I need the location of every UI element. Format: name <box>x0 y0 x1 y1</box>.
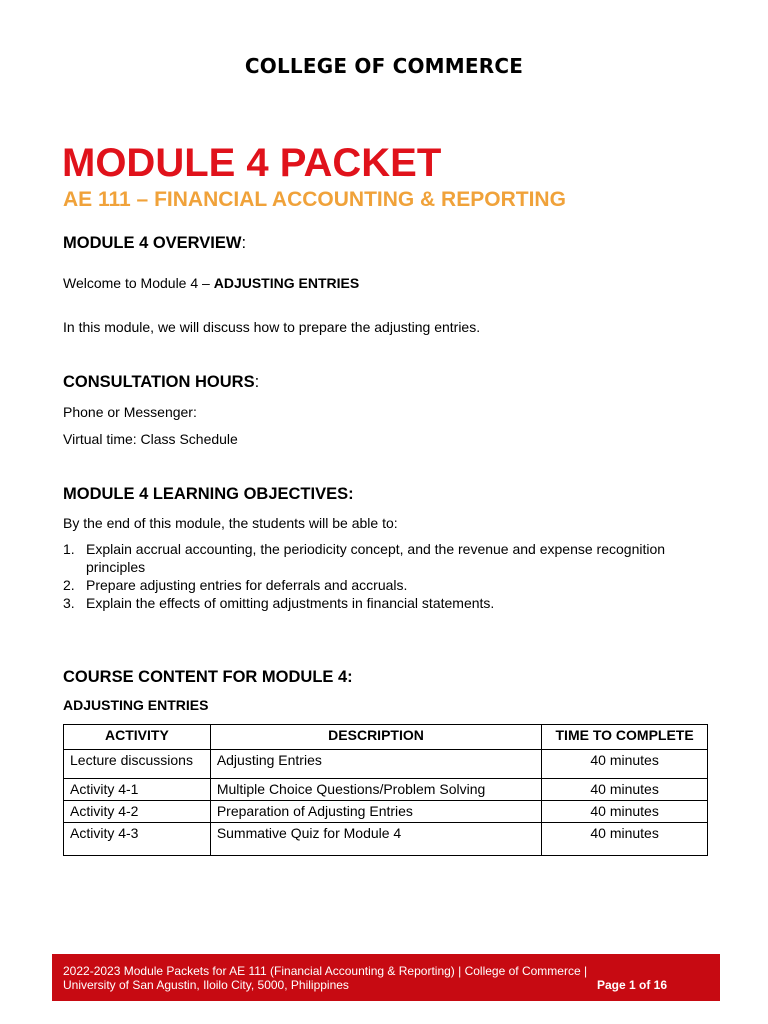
column-header-activity: ACTIVITY <box>64 725 211 750</box>
activity-cell: Activity 4-2 <box>64 801 211 823</box>
column-header-time: TIME TO COMPLETE <box>542 725 708 750</box>
column-header-description: DESCRIPTION <box>210 725 541 750</box>
consultation-heading-colon: : <box>254 373 260 391</box>
consultation-line-2: Virtual time: Class Schedule <box>63 431 238 447</box>
footer-line-1: 2022-2023 Module Packets for AE 111 (Financial Accounting & Reporting) | College of Commerce | <box>63 964 588 978</box>
welcome-line <box>63 274 359 292</box>
table-row <box>64 801 708 823</box>
college-name: COLLEGE OF COMMERCE <box>244 54 524 78</box>
time-cell: 40 minutes <box>542 779 708 801</box>
course-content-heading: COURSE CONTENT FOR MODULE 4: <box>63 668 353 686</box>
description-cell: Multiple Choice Questions/Problem Solving <box>210 779 541 801</box>
table-row <box>64 779 708 801</box>
overview-heading-colon: : <box>241 234 247 252</box>
footer-line-2: University of San Agustin, Iloilo City, 5000, Philippines <box>63 978 349 992</box>
list-item-number: 2. <box>63 577 75 593</box>
description-cell: Summative Quiz for Module 4 <box>210 823 541 856</box>
list-item <box>63 576 703 594</box>
table-row <box>64 823 708 856</box>
list-item-number: 1. <box>63 541 75 557</box>
list-item <box>63 594 703 612</box>
activity-cell: Lecture discussions <box>64 750 211 779</box>
description-cell: Adjusting Entries <box>210 750 541 779</box>
objectives-intro: By the end of this module, the students will be able to: <box>63 515 398 531</box>
activity-table <box>63 724 708 856</box>
consultation-heading <box>63 372 259 392</box>
description-cell: Preparation of Adjusting Entries <box>210 801 541 823</box>
consultation-heading-text: CONSULTATION HOURS <box>63 373 255 391</box>
list-item-text: Prepare adjusting entries for deferrals and accruals. <box>86 577 408 593</box>
time-cell: 40 minutes <box>542 801 708 823</box>
activity-cell: Activity 4-1 <box>64 779 211 801</box>
overview-intro: In this module, we will discuss how to prepare the adjusting entries. <box>63 319 481 335</box>
welcome-topic: ADJUSTING ENTRIES <box>213 275 360 291</box>
time-cell: 40 minutes <box>542 823 708 856</box>
overview-heading-text: MODULE 4 OVERVIEW <box>63 234 242 252</box>
list-item-number: 3. <box>63 595 75 611</box>
page-number: Page 1 of 16 <box>596 978 667 992</box>
module-title: MODULE 4 PACKET <box>62 141 442 185</box>
consultation-line-1: Phone or Messenger: <box>63 404 197 420</box>
list-item-text: Explain accrual accounting, the periodicity concept, and the revenue and expense recognition principles <box>86 541 666 575</box>
objectives-heading: MODULE 4 LEARNING OBJECTIVES: <box>63 485 354 503</box>
page-footer <box>52 954 720 1001</box>
list-item-text: Explain the effects of omitting adjustments in financial statements. <box>86 595 495 611</box>
time-cell: 40 minutes <box>542 750 708 779</box>
objectives-list <box>63 540 703 612</box>
activity-cell: Activity 4-3 <box>64 823 211 856</box>
table-header-row <box>64 725 708 750</box>
course-content-subheading: ADJUSTING ENTRIES <box>63 697 209 713</box>
list-item <box>63 540 703 576</box>
table-row <box>64 750 708 779</box>
course-subtitle: AE 111 – FINANCIAL ACCOUNTING & REPORTING <box>63 188 566 211</box>
welcome-prefix: Welcome to Module 4 – <box>63 275 214 291</box>
overview-heading <box>63 233 246 253</box>
